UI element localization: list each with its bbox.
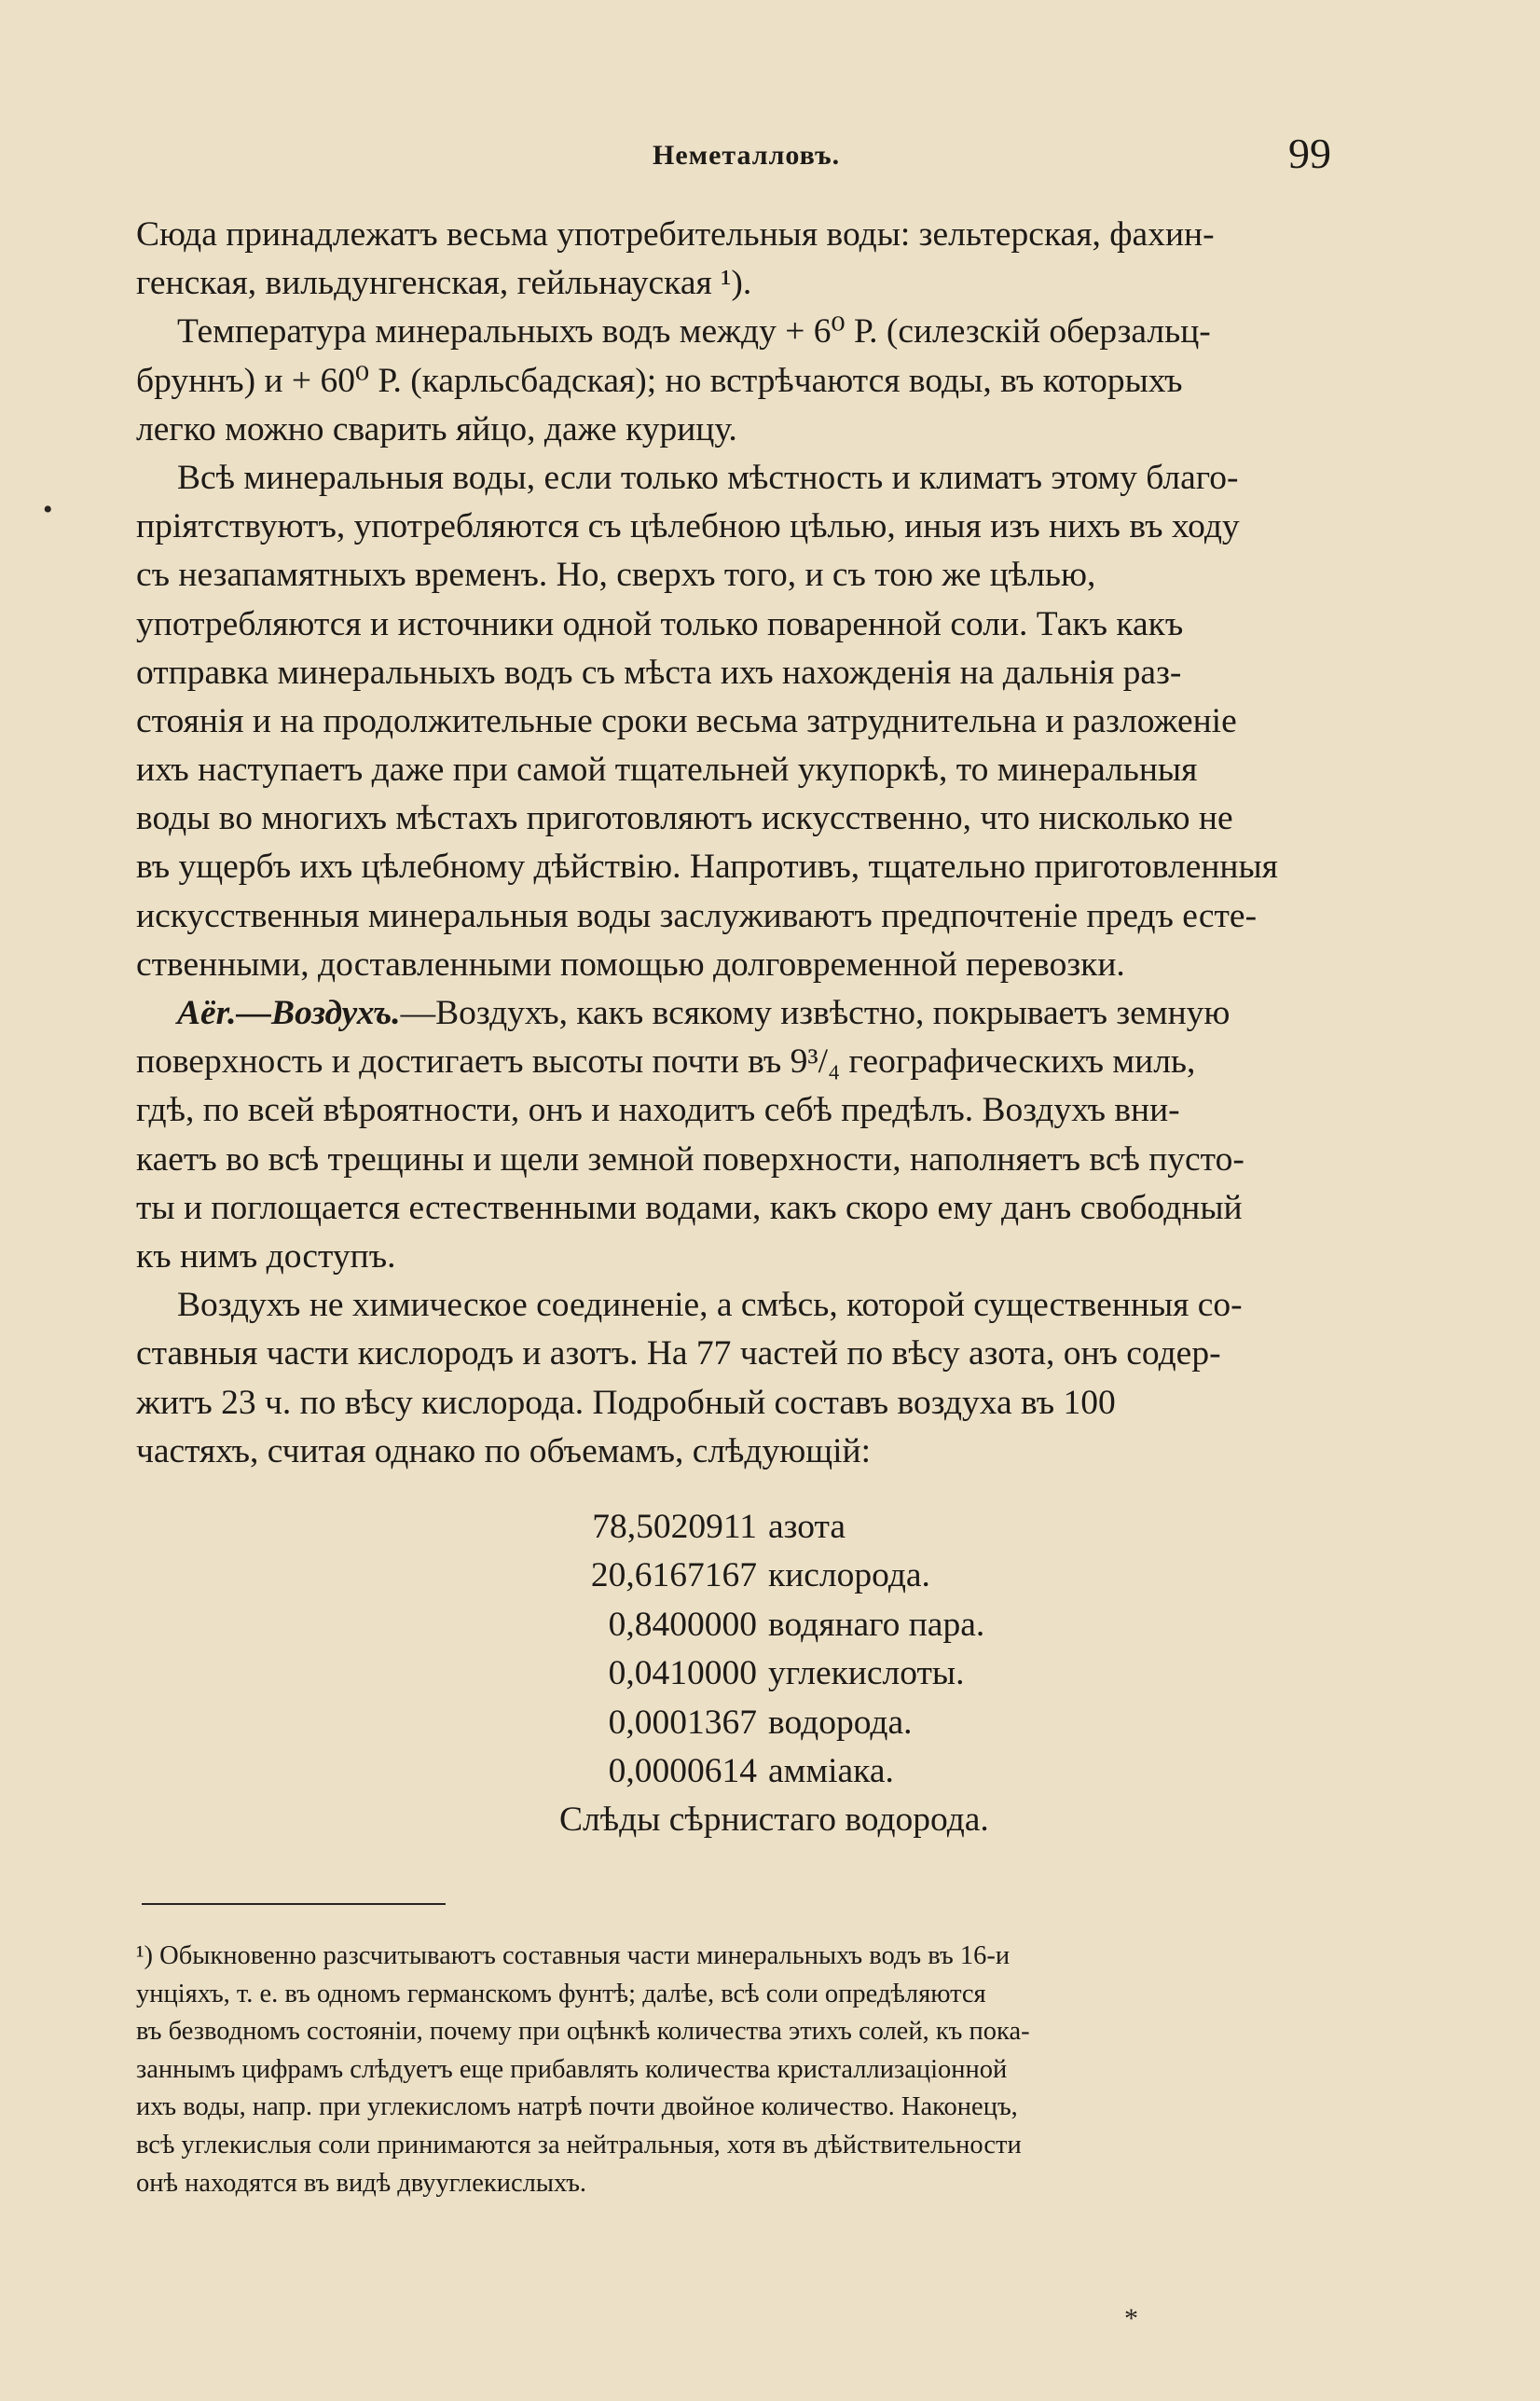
text-line: каетъ во всѣ трещины и щели земной поверхности, наполняетъ всѣ пусто- xyxy=(136,1139,1244,1179)
text-line: искусственныя минеральныя воды заслуживаютъ предпочтеніе предъ есте- xyxy=(136,896,1258,935)
composition-row xyxy=(539,1747,989,1796)
composition-label: азота xyxy=(768,1508,846,1546)
paragraph-2 xyxy=(136,308,1339,454)
footnote-line: заннымъ цифрамъ слѣдуетъ еще прибавлять количества кристаллизаціонной xyxy=(136,2054,1008,2084)
text-line: поверхность и достигаетъ высоты почти въ 9³/₄ географическихъ миль, xyxy=(136,1042,1196,1082)
text-line: отправка минеральныхъ водъ съ мѣста ихъ нахожденія на дальнія раз- xyxy=(136,653,1182,692)
text-line: гдѣ, по всей вѣроятности, онъ и находитъ себѣ предѣлъ. Воздухъ вни- xyxy=(136,1091,1180,1130)
composition-label: водорода. xyxy=(768,1703,913,1742)
composition-row xyxy=(539,1503,989,1552)
text-line: употребляются и источники одной только поваренной соли. Такъ какъ xyxy=(136,604,1184,643)
text-line: Воздухъ не химическое соединеніе, а смѣсь, которой существенныя со- xyxy=(177,1286,1243,1325)
footnote-line: ихъ воды, напр. при углекисломъ натрѣ почти двойное количество. Наконецъ, xyxy=(136,2092,1018,2122)
composition-label: амміака. xyxy=(768,1751,894,1790)
footnote-line: всѣ углекислыя соли принимаются за нейтральныя, хотя въ дѣйствительности xyxy=(136,2130,1022,2160)
text-line: бруннъ) и + 60⁰ Р. (карльсбадская); но встрѣчаются воды, въ которыхъ xyxy=(136,361,1183,400)
text-line: пріятствуютъ, употребляются съ цѣлебною цѣлью, иныя изъ нихъ въ ходу xyxy=(136,507,1240,546)
page-number: 99 xyxy=(1288,130,1331,177)
footnote-divider xyxy=(142,1903,446,1905)
paragraph-1 xyxy=(136,211,1339,308)
composition-label: кислорода. xyxy=(768,1556,930,1595)
text-line: ты и поглощается естественными водами, какъ скоро ему данъ свободный xyxy=(136,1188,1243,1227)
text-line: ставныя части кислородъ и азотъ. На 77 частей по вѣсу азота, онъ содер- xyxy=(136,1334,1221,1373)
text-line: Температура минеральныхъ водъ между + 6⁰ Р. (силезскій оберзальц- xyxy=(177,312,1211,352)
composition-label: водянаго пара. xyxy=(768,1605,985,1644)
composition-label: углекислоты. xyxy=(768,1654,965,1693)
paragraph-3 xyxy=(136,454,1339,989)
footnote-line: ¹) Обыкновенно разсчитываютъ составныя части минеральныхъ водъ въ 16-и xyxy=(136,1941,1011,1970)
footnote-line: унціяхъ, т. е. въ одномъ германскомъ фунтѣ; далѣе, всѣ соли опредѣляются xyxy=(136,1979,986,2008)
text-line: житъ 23 ч. по вѣсу кислорода. Подробный составъ воздуха въ 100 xyxy=(136,1383,1116,1422)
composition-row xyxy=(539,1699,989,1747)
text-fragment: —Воздухъ, какъ всякому извѣстно, покрываетъ земную xyxy=(400,994,1231,1032)
text-line: генская, вильдунгенская, гейльнауская ¹). xyxy=(136,264,752,303)
footnote-line: въ безводномъ состояніи, почему при оцѣнкѣ количества этихъ солей, къ пока- xyxy=(136,2017,1030,2047)
text-line: Всѣ минеральныя воды, если только мѣстность и климатъ этому благо- xyxy=(177,458,1239,497)
text-line: ственными, доставленными помощью долговременной перевозки. xyxy=(136,945,1125,984)
composition-row xyxy=(539,1552,989,1600)
text-line: въ ущербъ ихъ цѣлебному дѣйствію. Напротивъ, тщательно приготовленныя xyxy=(136,848,1278,887)
composition-value: 0,8400000 xyxy=(608,1605,757,1644)
composition-value: 20,6167167 xyxy=(590,1556,757,1595)
footnote xyxy=(136,1938,1339,2202)
composition-value: 78,5020911 xyxy=(592,1508,757,1546)
composition-row xyxy=(539,1601,989,1649)
paragraph-4 xyxy=(136,989,1339,1281)
text-line xyxy=(136,989,1339,1038)
composition-row xyxy=(539,1649,989,1698)
text-line: ихъ наступаетъ даже при самой тщательней укупоркѣ, то минеральныя xyxy=(136,751,1198,790)
section-lead: Aër.—Воздухъ. xyxy=(177,994,401,1032)
body-text xyxy=(136,211,1339,1476)
running-head: Неметалловъ. xyxy=(653,140,841,171)
paragraph-5 xyxy=(136,1281,1339,1476)
air-composition-table xyxy=(539,1503,989,1845)
text-line: къ нимъ доступъ. xyxy=(136,1236,396,1276)
text-line: воды во многихъ мѣстахъ приготовляютъ искусственно, что нисколько не xyxy=(136,799,1233,838)
text-line: съ незапамятныхъ временъ. Но, сверхъ того, и съ тою же цѣлью, xyxy=(136,556,1096,595)
footnote-line: онѣ находятся въ видѣ двууглекислыхъ. xyxy=(136,2168,587,2198)
composition-value: 0,0001367 xyxy=(608,1703,757,1742)
asterisk-mark: * xyxy=(1124,2303,1138,2334)
text-line: частяхъ, считая однако по объемамъ, слѣдующій: xyxy=(136,1431,872,1470)
text-line: Сюда принадлежатъ весьма употребительныя воды: зельтерская, фахин- xyxy=(136,215,1215,254)
text-line: легко можно сварить яйцо, даже курицу. xyxy=(136,409,737,448)
composition-traces: Слѣды сѣрнистаго водорода. xyxy=(559,1801,989,1840)
composition-value: 0,0000614 xyxy=(608,1751,757,1790)
composition-value: 0,0410000 xyxy=(608,1654,757,1693)
text-line: стоянія и на продолжительные сроки весьма затруднительна и разложеніе xyxy=(136,701,1237,740)
margin-dot-mark: • xyxy=(43,494,53,525)
